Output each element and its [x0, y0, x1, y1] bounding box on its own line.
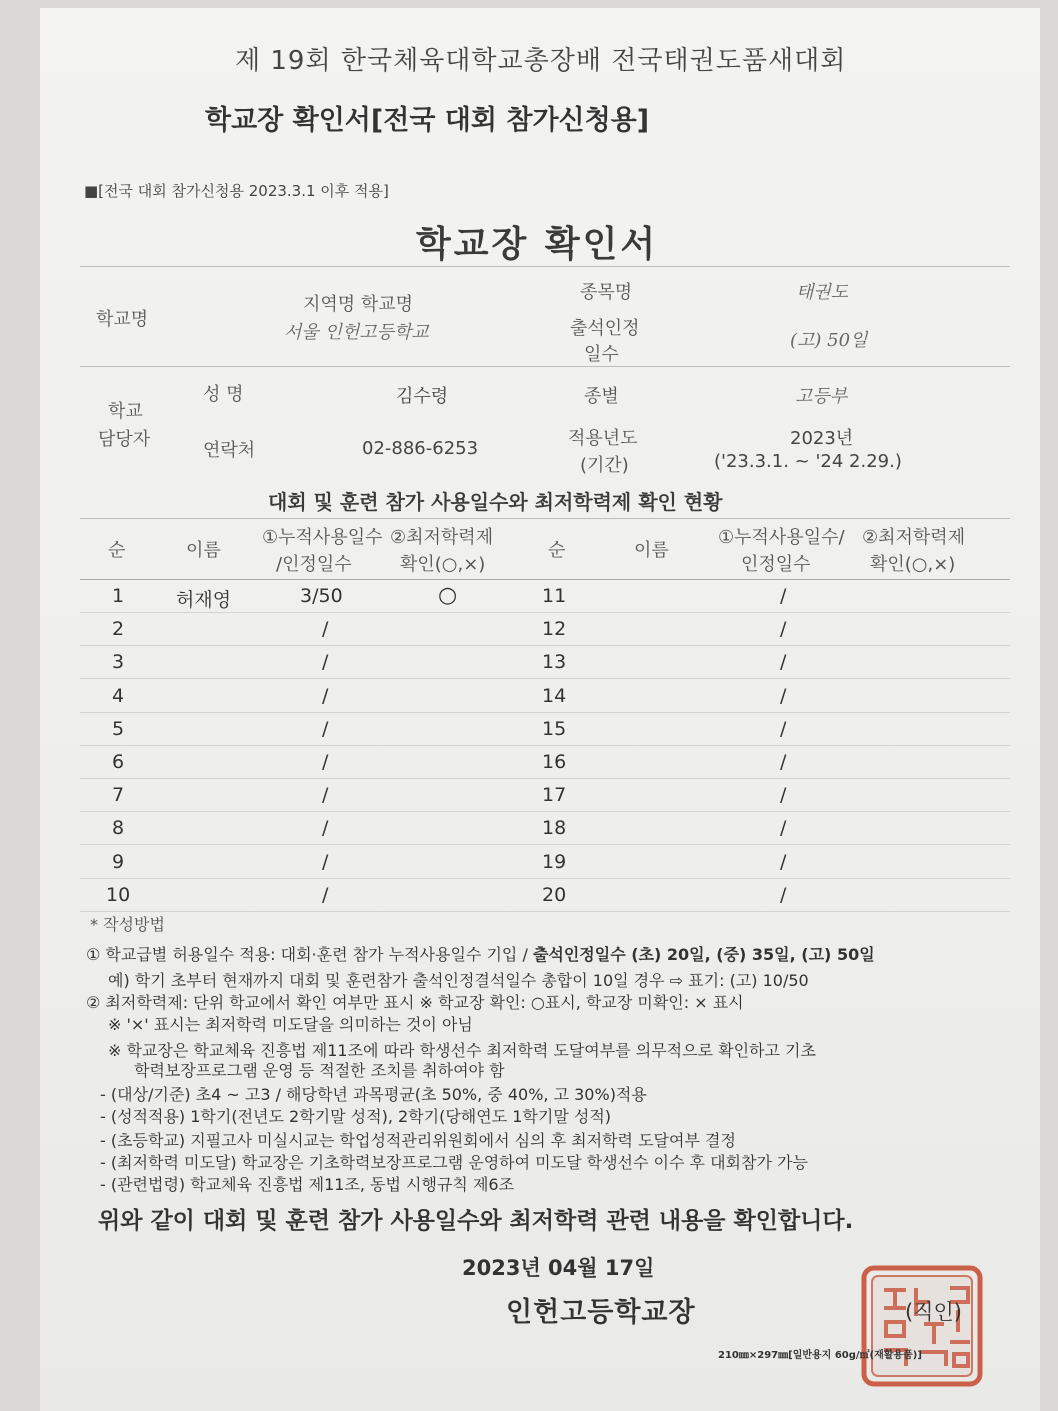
- sport-value: 태권도: [796, 282, 849, 303]
- days-used: /: [322, 851, 329, 873]
- form-title: 학교장 확인서: [416, 224, 659, 265]
- issue-date: 2023년 04월 17일: [462, 1256, 655, 1280]
- row-rule: [80, 678, 1010, 679]
- instruction-line-3: ② 최저학력제: 단위 학교에서 확인 여부만 표시 ※ 학교장 확인: ○표시, 학교장 미확인: × 표시: [86, 993, 744, 1012]
- row-number: 19: [542, 851, 567, 873]
- header-name-right: 이름: [634, 540, 669, 561]
- row-number: 6: [112, 751, 125, 773]
- header-no-right: 순: [548, 540, 566, 561]
- division-label: 종별: [584, 386, 619, 407]
- applicability-note: ■[전국 대회 참가신청용 2023.3.1 이후 적용]: [84, 182, 389, 200]
- instructions-heading: * 작성방법: [90, 915, 165, 934]
- year-value: 2023년: [790, 428, 854, 449]
- attendance-value: (고) 50일: [790, 330, 868, 351]
- days-used: /: [780, 751, 787, 773]
- header-no-left: 순: [108, 540, 126, 561]
- official-seal: [858, 1262, 986, 1390]
- row-rule: [80, 645, 1010, 646]
- row-rule: [80, 745, 1010, 746]
- header-days-left-2: /인정일수: [276, 554, 352, 575]
- status-section-title: 대회 및 훈련 참가 사용일수와 최저학력제 확인 현황: [268, 490, 723, 514]
- days-used: /: [780, 618, 787, 640]
- name-label: 성 명: [203, 384, 244, 405]
- days-used: /: [322, 817, 329, 839]
- manager-label-2: 담당자: [98, 429, 151, 450]
- period-value: ('23.3.1. ~ '24 2.29.): [714, 451, 902, 472]
- row-number: 13: [542, 651, 567, 673]
- row-rule: [80, 844, 1010, 845]
- days-used: /: [780, 685, 787, 707]
- days-used: /: [780, 851, 787, 873]
- row-number: 5: [112, 718, 125, 740]
- header-days-right-1: ①누적사용일수/: [718, 527, 845, 548]
- instruction-line-4: ※ '×' 표시는 최저학력 미도달을 의미하는 것이 아님: [108, 1015, 473, 1034]
- event-title: 제 19회 한국체육대학교총장배 전국태권도품새대회: [235, 46, 847, 76]
- instruction-line-5: ※ 학교장은 학교체육 진흥법 제11조에 따라 학생선수 최저학력 도달여부를 의무적으로 확인하고 기초: [108, 1041, 816, 1060]
- instruction-line-8: - (성적적용) 1학기(전년도 2학기말 성적), 2학기(당해연도 1학기말 성적): [100, 1107, 612, 1126]
- row-number: 2: [112, 618, 125, 640]
- days-used: 3/50: [300, 585, 343, 607]
- days-used: /: [780, 585, 787, 607]
- row-rule: [80, 911, 1010, 912]
- row-number: 16: [542, 751, 567, 773]
- days-used: /: [322, 751, 329, 773]
- instruction-line-10: - (최저학력 미도달) 학교장은 기초학력보장프로그램 운영하여 미도달 학생선수 이수 후 대회참가 가능: [100, 1153, 808, 1172]
- row-number: 7: [112, 784, 125, 806]
- row-number: 4: [112, 685, 125, 707]
- academic-check: ○: [438, 583, 458, 608]
- row-number: 20: [542, 884, 567, 906]
- days-used: /: [322, 618, 329, 640]
- form-top-rule: [80, 266, 1010, 267]
- contact-value: 02-886-6253: [362, 438, 479, 459]
- days-used: /: [322, 784, 329, 806]
- row-number: 1: [112, 585, 125, 607]
- row-number: 9: [112, 851, 125, 873]
- school-label: 학교명: [96, 309, 149, 330]
- manager-label-1: 학교: [108, 401, 143, 422]
- header-academic-left-2: 확인(○,×): [400, 554, 486, 575]
- row-number: 14: [542, 685, 567, 707]
- header-academic-right-1: ②최저학력제: [862, 527, 966, 548]
- row-number: 12: [542, 618, 567, 640]
- days-used: /: [322, 718, 329, 740]
- region-school-label: 지역명 학교명: [303, 294, 414, 315]
- attendance-label-1: 출석인정: [570, 318, 640, 339]
- division-value: 고등부: [795, 386, 848, 407]
- table-header-rule: [80, 579, 1010, 580]
- days-used: /: [322, 651, 329, 673]
- student-name: 허재영: [176, 589, 232, 611]
- form-mid-rule: [80, 366, 1010, 367]
- days-used: /: [322, 685, 329, 707]
- contact-label: 연락처: [203, 440, 256, 461]
- table-top-rule: [80, 518, 1010, 519]
- row-rule: [80, 712, 1010, 713]
- row-rule: [80, 778, 1010, 779]
- name-value: 김수령: [396, 386, 449, 407]
- header-academic-left-1: ②최저학력제: [390, 527, 494, 548]
- instruction-line-7: - (대상/기준) 초4 ~ 고3 / 해당학년 과목평균(초 50%, 중 40%, 고 30%)적용: [100, 1085, 647, 1104]
- seal-label: (직인): [905, 1300, 962, 1324]
- row-number: 3: [112, 651, 125, 673]
- year-label-2: (기간): [580, 455, 629, 476]
- header-days-right-2: 인정일수: [741, 554, 811, 575]
- attendance-label-2: 일수: [584, 344, 619, 365]
- row-number: 8: [112, 817, 125, 839]
- days-used: /: [780, 651, 787, 673]
- row-number: 15: [542, 718, 567, 740]
- confirmation-statement: 위와 같이 대회 및 훈련 참가 사용일수와 최저학력 관련 내용을 확인합니다.: [98, 1208, 854, 1234]
- days-used: /: [780, 718, 787, 740]
- instruction-line-1-bold: 출석인정일수 (초) 20일, (중) 35일, (고) 50일: [532, 945, 875, 964]
- header-name-left: 이름: [186, 540, 221, 561]
- paper-spec: 210㎜×297㎜[일반용지 60g/㎡(재활용품)]: [718, 1350, 922, 1361]
- row-number: 11: [542, 585, 567, 607]
- header-academic-right-2: 확인(○,×): [870, 554, 956, 575]
- document-title: 학교장 확인서[전국 대회 참가신청용]: [205, 105, 650, 136]
- signer-title: 인헌고등학교장: [506, 1297, 696, 1328]
- days-used: /: [780, 884, 787, 906]
- instruction-line-2: 예) 학기 초부터 현재까지 대회 및 훈련참가 출석인정결석일수 총합이 10일 경우 ⇨ 표기: (고) 10/50: [108, 971, 809, 990]
- sport-label: 종목명: [580, 282, 633, 303]
- days-used: /: [322, 884, 329, 906]
- header-days-left-1: ①누적사용일수: [262, 527, 383, 548]
- instruction-line-9: - (초등학교) 지필고사 미실시교는 학업성적관리위원회에서 심의 후 최저학력 도달여부 결정: [100, 1131, 736, 1150]
- row-rule: [80, 878, 1010, 879]
- row-number: 17: [542, 784, 567, 806]
- row-number: 10: [106, 884, 131, 906]
- instruction-line-1: [86, 942, 875, 965]
- instruction-line-1-text: ① 학교급별 허용일수 적용: 대회·훈련 참가 누적사용일수 기입 /: [86, 945, 533, 964]
- days-used: /: [780, 817, 787, 839]
- row-rule: [80, 612, 1010, 613]
- days-used: /: [780, 784, 787, 806]
- year-label-1: 적용년도: [568, 428, 638, 449]
- region-school-value: 서울 인헌고등학교: [284, 322, 429, 343]
- row-rule: [80, 811, 1010, 812]
- row-number: 18: [542, 817, 567, 839]
- instruction-line-6: 학력보장프로그램 운영 등 적절한 조치를 취하여야 함: [134, 1061, 505, 1080]
- instruction-line-11: - (관련법령) 학교체육 진흥법 제11조, 동법 시행규칙 제6조: [100, 1175, 515, 1194]
